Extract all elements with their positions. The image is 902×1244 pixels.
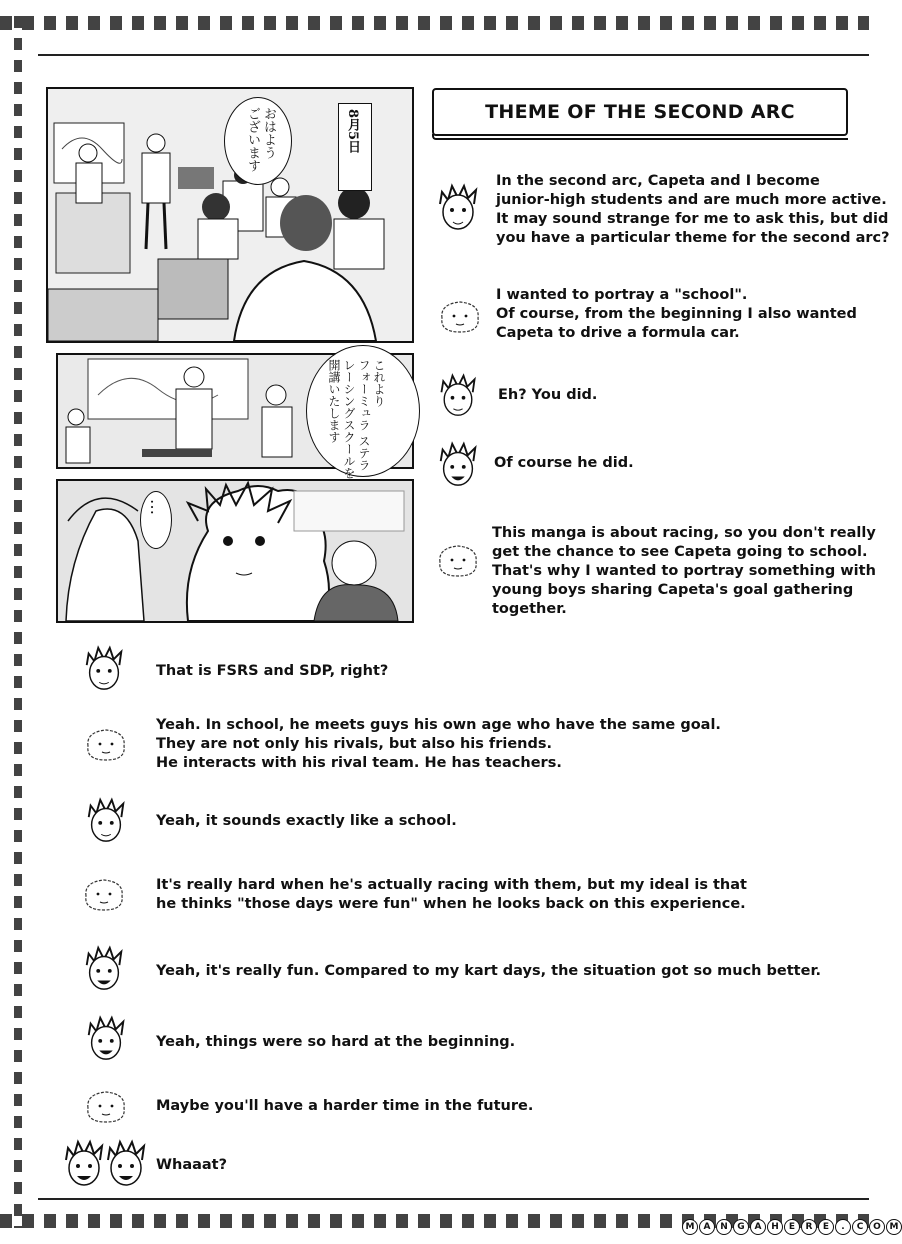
watermark-letter: O	[869, 1219, 885, 1235]
watermark-letter: A	[699, 1219, 715, 1235]
bottom-rule	[38, 1198, 869, 1200]
dialogue-text: It's really hard when he's actually racing with them, but my ideal is that he thinks "those days were fun" when he looks back on this experience.	[156, 877, 747, 912]
students-illustration	[58, 481, 412, 621]
watermark-letter: H	[767, 1219, 783, 1235]
dialogue-text: This manga is about racing, so you don't really get the chance to see Capeta going to school. That's why I wanted to portray something with young boys sharing Capeta's goal gathering together.	[492, 525, 876, 617]
page-title: THEME OF THE SECOND ARC	[432, 88, 848, 136]
announcement-panel	[56, 353, 414, 479]
author-icon	[82, 876, 126, 912]
dialogue-text: I wanted to portray a "school". Of course, from the beginning I also wanted Capeta to drive a formula car.	[496, 287, 857, 341]
spiky-hair-icon	[436, 182, 480, 232]
watermark-letter: A	[750, 1219, 766, 1235]
watermark-letter: .	[835, 1219, 851, 1235]
spiky-hair-icon	[436, 440, 480, 488]
spiky-hair-icon	[436, 372, 480, 418]
watermark-letter: N	[716, 1219, 732, 1235]
dialogue-text: Eh? You did.	[498, 387, 598, 403]
site-watermark	[682, 1219, 902, 1235]
dialogue-text: Maybe you'll have a harder time in the future.	[156, 1098, 534, 1114]
watermark-letter: E	[784, 1219, 800, 1235]
watermark-letter: M	[682, 1219, 698, 1235]
spiky-hair-icon	[82, 644, 126, 692]
date-text: 8月5日	[345, 109, 360, 154]
author-icon	[84, 1088, 128, 1124]
watermark-letter: G	[733, 1219, 749, 1235]
top-border	[0, 16, 869, 30]
spiky-hair-icon	[84, 1014, 128, 1062]
dialogue-text: Yeah, it's really fun. Compared to my kart days, the situation got so much better.	[156, 963, 822, 979]
spiky-hair-icon	[82, 944, 126, 992]
dialogue-text: Yeah, it sounds exactly like a school.	[156, 813, 457, 829]
two-boys-icon	[62, 1138, 148, 1188]
spiky-hair-icon	[84, 796, 128, 844]
watermark-letter: E	[818, 1219, 834, 1235]
students-panel	[56, 479, 414, 623]
dialogue-text: Yeah, things were so hard at the beginning.	[156, 1034, 516, 1050]
dialogue-text: In the second arc, Capeta and I become junior-high students and are much more active. It may sound strange for me to ask this, but did you have a particular theme for the second arc?	[496, 173, 890, 246]
manga-panels	[46, 87, 414, 624]
left-border	[14, 16, 22, 1228]
dialogue-text: Whaaat?	[156, 1157, 228, 1173]
announcement-text: これより フォーミュラ ステラ レーシングスクールを 開講いたします	[327, 359, 386, 479]
author-icon	[436, 542, 480, 578]
dialogue-text: That is FSRS and SDP, right?	[156, 663, 389, 679]
classroom-panel	[46, 87, 414, 343]
dialogue-text: Yeah. In school, he meets guys his own age who have the same goal. They are not only his rivals, but also his friends. He interacts with his rival team. He has teachers.	[156, 717, 721, 771]
dialogue-text: Of course he did.	[494, 455, 634, 471]
watermark-letter: R	[801, 1219, 817, 1235]
author-icon	[438, 298, 482, 334]
top-rule	[38, 54, 869, 56]
watermark-letter: M	[886, 1219, 902, 1235]
author-icon	[84, 726, 128, 762]
ellipsis-text: …	[147, 499, 166, 515]
greeting-text: おはよう ございます	[245, 107, 276, 172]
watermark-letter: C	[852, 1219, 868, 1235]
